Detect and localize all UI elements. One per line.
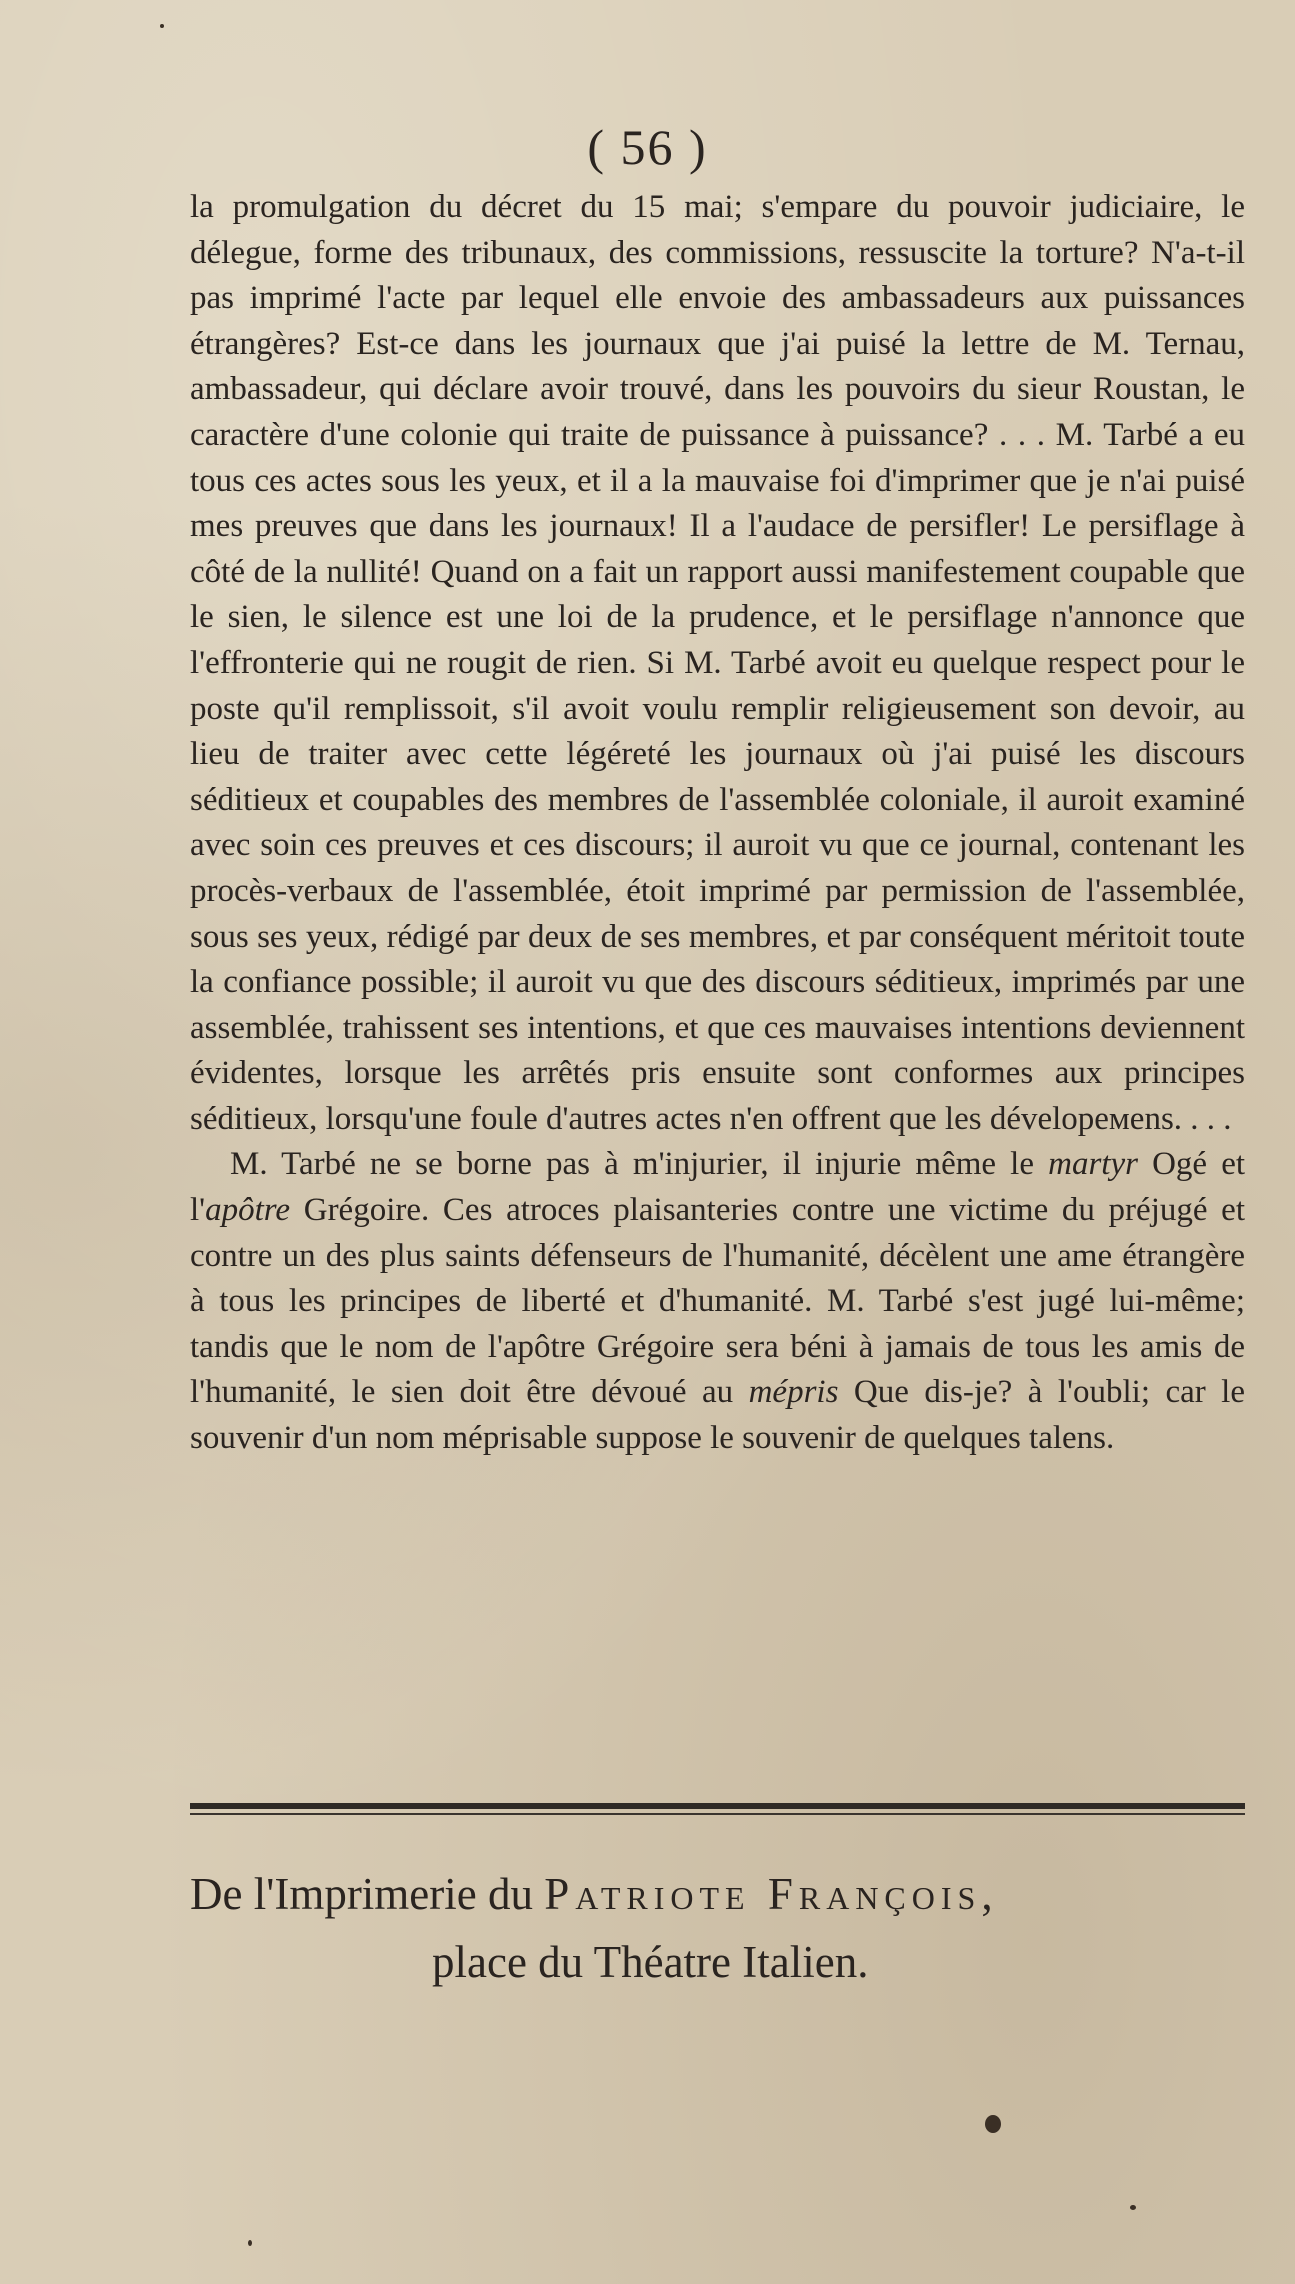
paragraph-1: la promulgation du décret du 15 mai; s'empare du pouvoir judiciaire, le délegue, forme des tribunaux, des commissions, ressuscite la torture? N'a-t-il pas imprimé l'acte par lequel elle envoie des ambassadeurs aux puissances étrangères? Est-ce dans les journaux que j'ai puisé la lettre de M. Ternau, ambassadeur, qui déclare avoir trouvé, dans les pouvoirs du sieur Roustan, le caractère d'une colonie qui traite de puissance à puissance? . . . M. Tarbé a eu tous ces actes sous les yeux, et il a la mauvaise foi d'imprimer que je n'ai puisé mes preuves que dans les journaux! Il a l'audace de persifler! Le persiflage à côté de la nullité! Quand on a fait un rapport aussi manifestement coupable que le sien, le silence est une loi de la prudence, et le persiflage n'annonce que l'effronterie qui ne rougit de rien. Si M. Tarbé avoit eu quelque respect pour le poste qu'il remplissoit, s'il avoit voulu remplir religieusement son devoir, au lieu de traiter avec cette légéreté les journaux où j'ai puisé les discours séditieux et coupables des membres de l'assemblée coloniale, il auroit examiné avec soin ces preuves et ces discours; il auroit vu que ce journal, contenant les procès-verbaux de l'assemblée, étoit imprimé par permission de l'assemblée, sous ses yeux, rédigé par deux de ses membres, et par conséquent méritoit toute la confiance possible; il auroit vu que des discours séditieux, imprimés par une assemblée, trahissent ses intentions, et que ces mauvaises intentions deviennent évidentes, lorsque les arrêtés pris ensuite sont conformes aux principes séditieux, lorsqu'une foule d'autres actes n'en offrent que les dévelopемens. . . . — [190, 189, 1245, 1137]
paragraph-2-part-3: Grégoire. Ces atroces plaisanteries contre une victime du préjugé et contre un des plus saints défenseurs de l'humanité, décèlent une ame étrangère à tous les principes de liberté et d'humanité. M. Tarbé s'est jugé lui-même; tandis que le nom de l'apôtre Grégoire sera béni à jamais de tous les amis de l'humanité, le sien doit être dévoué au — [190, 1192, 1245, 1411]
ink-speck — [160, 24, 164, 28]
ink-speck — [248, 2240, 252, 2246]
paragraph-2-part-2: Ogé et l' — [190, 1146, 1246, 1229]
emphasis-mepris: mépris — [748, 1374, 839, 1411]
paragraph-2 — [190, 1142, 1245, 1461]
paragraph-2-part-1: M. Tarbé ne se borne pas à m'injurier, il injurie même le — [230, 1146, 1049, 1183]
paragraph-2-part-4: Que dis-je? à l'oubli; car le souvenir d'un nom méprisable suppose le souvenir de quelques talens. — [190, 1374, 1245, 1457]
rule-thin — [190, 1813, 1245, 1815]
page-number: ( 56 ) — [587, 119, 708, 175]
printer-imprint — [190, 1860, 1270, 1996]
emphasis-apotre: apôtre — [205, 1192, 291, 1229]
ink-speck — [985, 2115, 1001, 2133]
imprint-prefix: De l'Imprimerie du — [190, 1869, 545, 1919]
rule-thick — [190, 1803, 1245, 1809]
imprint-printer-name: Patriote François, — [544, 1869, 999, 1919]
emphasis-martyr: martyr — [1048, 1146, 1138, 1183]
imprint-line-2: place du Théatre Italien. — [432, 1937, 869, 1987]
ink-speck — [1130, 2205, 1136, 2210]
imprint-line-1 — [190, 1860, 1270, 1928]
body-text — [190, 185, 1245, 1462]
double-rule-divider — [190, 1803, 1245, 1815]
